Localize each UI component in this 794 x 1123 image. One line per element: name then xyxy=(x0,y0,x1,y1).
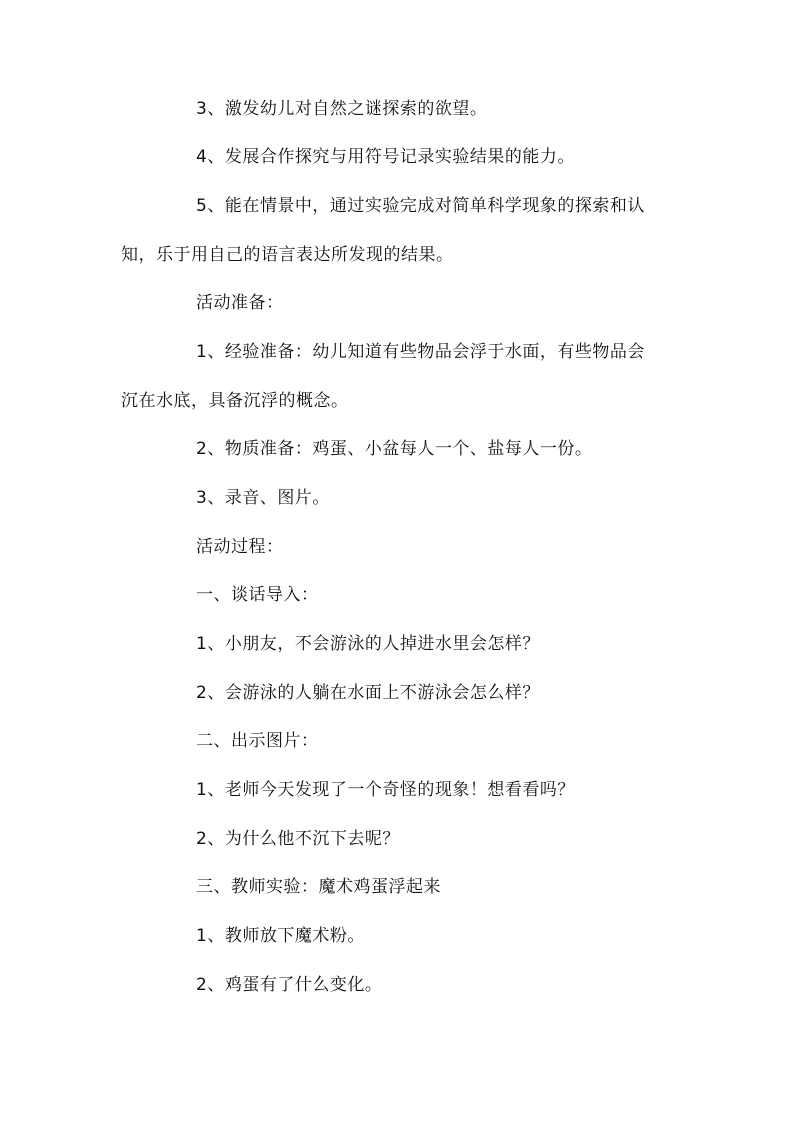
prep-1-line-1: 1、经验准备：幼儿知道有些物品会浮于水面，有些物品会 xyxy=(196,342,645,362)
goal-3-line: 3、激发幼儿对自然之谜探索的欲望。 xyxy=(196,99,488,119)
step-1-item-1: 1、小朋友，不会游泳的人掉进水里会怎样？ xyxy=(196,634,540,654)
section-heading-process: 活动过程： xyxy=(196,537,284,557)
step-2-item-2: 2、为什么他不沉下去呢？ xyxy=(196,829,400,849)
section-heading-prep: 活动准备： xyxy=(196,293,284,313)
step-1-item-2: 2、会游泳的人躺在水面上不游泳会怎么样？ xyxy=(196,683,540,703)
prep-2-line: 2、物质准备：鸡蛋、小盆每人一个、盐每人一份。 xyxy=(196,439,593,459)
step-1-heading: 一、谈话导入： xyxy=(196,585,319,605)
step-2-item-1: 1、老师今天发现了一个奇怪的现象！想看看吗？ xyxy=(196,780,575,800)
step-2-heading: 二、出示图片： xyxy=(196,731,319,751)
step-3-heading: 三、教师实验：魔术鸡蛋浮起来 xyxy=(196,877,441,897)
step-3-item-1: 1、教师放下魔术粉。 xyxy=(196,926,365,946)
goal-5-line-1: 5、能在情景中，通过实验完成对简单科学现象的探索和认 xyxy=(196,196,645,216)
prep-3-line: 3、录音、图片。 xyxy=(196,488,330,508)
prep-1-line-2: 沉在水底，具备沉浮的概念。 xyxy=(121,391,349,411)
step-3-item-2: 2、鸡蛋有了什么变化。 xyxy=(196,975,383,995)
goal-5-line-2: 知，乐于用自己的语言表达所发现的结果。 xyxy=(121,245,454,265)
goal-4-line: 4、发展合作探究与用符号记录实验结果的能力。 xyxy=(196,147,575,167)
